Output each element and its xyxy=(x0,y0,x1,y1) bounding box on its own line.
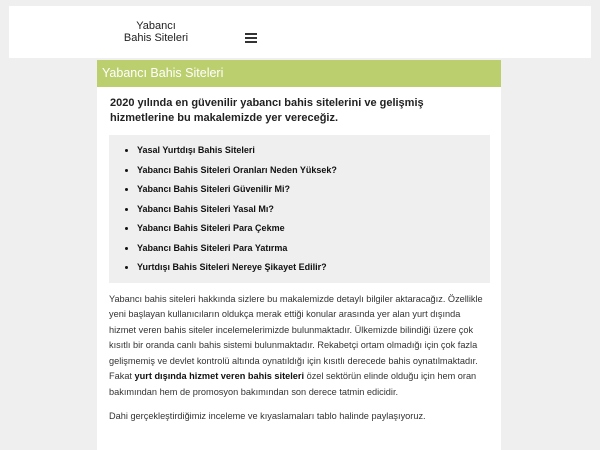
article-paragraph xyxy=(109,292,489,401)
toc-item xyxy=(137,258,490,278)
paragraph-bold-link: yurt dışında hizmet veren bahis siteleri xyxy=(134,371,305,382)
hamburger-menu-icon[interactable] xyxy=(245,33,257,43)
page-title: Yabancı Bahis Siteleri xyxy=(97,60,501,87)
paragraph-text-1: Yabancı bahis siteleri hakkında sizlere bu makalemizde detaylı bilgiler aktaracağız. Özellikle yeni başlayan kullanıcıların oldukça merak ettiği konular arasında yer alan yurt dışında hizmet veren bahis siteler incelemelerimizde bulunmaktadır. Ülkemizde bilindiği üzere çok kısıtlı bir oranda canlı bahis sistemi bulunmaktadır. Rekabetçi ortam olmadığı için çok fazla gelişmemiş ve devlet kontrolü altında oynatıldığı için kısıtlı derecede bahis oynatılmaktadır. Fakat xyxy=(109,293,483,382)
toc-item xyxy=(137,161,490,181)
toc-link[interactable]: Yabancı Bahis Siteleri Yasal Mı? xyxy=(137,203,274,214)
logo-line-1: Yabancı xyxy=(136,20,176,32)
article-body xyxy=(109,292,489,425)
toc-link[interactable]: Yasal Yurtdışı Bahis Siteleri xyxy=(137,145,255,155)
article-container xyxy=(97,60,501,450)
paragraph-text-2: özel sektörün elinde olduğu için hem oran bakımından hem de promosyon bakımından son derece tatmin edicidir. xyxy=(109,371,477,398)
toc-item xyxy=(137,200,490,220)
toc-link[interactable]: Yabancı Bahis Siteleri Oranları Neden Yüksek? xyxy=(137,164,337,175)
table-of-contents xyxy=(109,135,490,283)
toc-link[interactable]: Yabancı Bahis Siteleri Para Çekme xyxy=(137,223,285,233)
toc-link[interactable]: Yurtdışı Bahis Siteleri Nereye Şikayet Edilir? xyxy=(137,262,327,272)
toc-link[interactable]: Yabancı Bahis Siteleri Para Yatırma xyxy=(137,242,288,253)
toc-list xyxy=(109,141,490,278)
toc-item xyxy=(137,180,490,200)
toc-item xyxy=(137,239,490,259)
toc-link[interactable]: Yabancı Bahis Siteleri Güvenilir Mi? xyxy=(137,184,291,194)
logo-line-2: Bahis Siteleri xyxy=(123,32,189,44)
next-paragraph: Dahi gerçekleştirdiğimiz inceleme ve kıyaslamaları tablo halinde paylaşıyoruz. xyxy=(109,410,426,421)
site-logo[interactable] xyxy=(121,20,191,44)
toc-item xyxy=(137,219,490,239)
toc-item xyxy=(137,141,490,161)
site-header xyxy=(9,6,591,58)
article-intro: 2020 yılında en güvenilir yabancı bahis sitelerini ve gelişmiş hizmetlerine bu makalemizde yer vereceğiz. xyxy=(110,97,424,124)
